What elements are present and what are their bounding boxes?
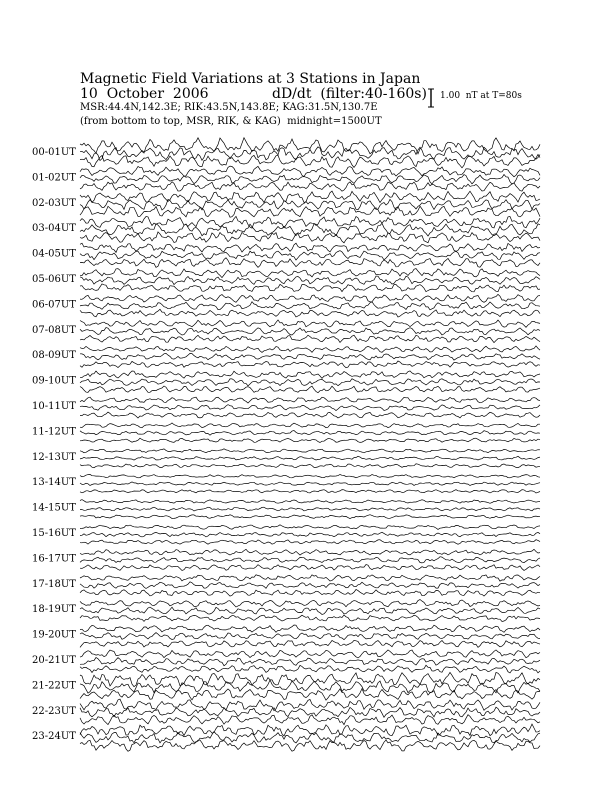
station-trace (80, 438, 540, 442)
station-trace (80, 549, 540, 555)
station-trace (80, 607, 540, 614)
hour-label: 23-24UT (32, 731, 76, 743)
station-trace (80, 320, 540, 327)
station-trace (80, 625, 540, 632)
station-trace (80, 615, 540, 622)
station-trace (80, 515, 540, 519)
station-order-note: (from bottom to top, MSR, RIK, & KAG) midnight=1500UT (80, 116, 382, 127)
hour-label: 01-02UT (32, 172, 76, 184)
hour-label: 05-06UT (32, 274, 76, 285)
station-trace (80, 557, 540, 563)
station-coordinates: MSR:44.4N,142.3E; RIK:43.5N,143.8E; KAG:31.5N,130.7E (80, 102, 378, 113)
station-trace (80, 650, 540, 658)
hour-label: 10-11UT (32, 401, 76, 412)
chart-date: 10 October 2006 (80, 86, 209, 102)
station-trace (80, 269, 540, 278)
station-trace (80, 672, 540, 686)
station-trace (80, 665, 540, 673)
station-trace (80, 456, 540, 460)
station-trace (80, 640, 540, 647)
station-trace (80, 216, 540, 228)
station-trace (80, 449, 540, 453)
station-trace (80, 379, 540, 386)
station-trace (80, 633, 540, 640)
hour-label: 03-04UT (32, 223, 76, 235)
station-trace (80, 328, 540, 336)
station-trace (80, 335, 540, 342)
hour-label: 08-09UT (32, 350, 76, 362)
station-trace (80, 166, 540, 177)
hour-label: 02-03UT (32, 197, 76, 209)
hour-label: 09-10UT (32, 375, 76, 387)
hour-label: 16-17UT (32, 553, 76, 565)
station-trace (80, 258, 540, 268)
hour-label: 17-18UT (32, 578, 76, 590)
chart-subtitle: dD/dt (filter:40-160s) (272, 86, 427, 102)
station-trace (80, 423, 540, 428)
station-trace (80, 309, 540, 317)
station-trace (80, 540, 540, 545)
hour-label: 13-14UT (32, 477, 76, 489)
station-trace (80, 175, 540, 185)
station-trace (80, 284, 540, 292)
station-trace (80, 500, 540, 504)
station-trace (80, 658, 540, 666)
station-trace (80, 353, 540, 360)
station-trace (80, 740, 540, 751)
station-trace (80, 232, 540, 243)
station-trace (80, 431, 540, 436)
station-trace (80, 600, 540, 608)
hour-label: 00-01UT (32, 147, 76, 158)
station-trace (80, 243, 540, 252)
hour-label: 20-21UT (32, 655, 76, 666)
station-trace (80, 582, 540, 589)
scale-bar-label: 1.00 nT at T=80s (440, 91, 522, 101)
hour-label: 15-16UT (32, 528, 76, 539)
hour-label: 19-20UT (32, 629, 76, 641)
station-trace (80, 680, 540, 693)
station-trace (80, 397, 540, 403)
hour-label: 07-08UT (32, 324, 76, 336)
station-trace (80, 251, 540, 260)
station-trace (80, 206, 540, 217)
station-trace (80, 689, 540, 701)
hour-label: 11-12UT (32, 426, 76, 438)
scale-bar (428, 89, 434, 107)
station-trace (80, 724, 540, 736)
station-trace (80, 532, 540, 537)
hour-label: 21-22UT (32, 680, 76, 692)
hour-label: 18-19UT (32, 604, 76, 616)
station-trace (80, 507, 540, 511)
station-trace (80, 191, 540, 202)
hour-label: 06-07UT (32, 299, 76, 311)
station-trace (80, 386, 540, 393)
station-trace (80, 302, 540, 310)
station-trace (80, 405, 540, 411)
station-trace (80, 482, 540, 486)
station-trace (80, 715, 540, 725)
station-trace (80, 474, 540, 477)
station-trace (80, 276, 540, 285)
station-trace (80, 182, 540, 192)
station-trace (80, 138, 540, 154)
station-trace (80, 490, 540, 493)
station-trace (80, 361, 540, 368)
station-trace (80, 590, 540, 597)
station-trace (80, 575, 540, 581)
hour-label: 04-05UT (32, 248, 76, 260)
hour-label: 12-13UT (32, 451, 76, 463)
hour-label: 22-23UT (32, 705, 76, 717)
station-trace (80, 346, 540, 353)
station-trace (80, 565, 540, 571)
station-trace (80, 525, 540, 530)
chart-title: Magnetic Field Variations at 3 Stations in Japan (80, 71, 421, 87)
hour-label: 14-15UT (32, 502, 76, 514)
station-trace (80, 294, 540, 302)
station-trace (80, 371, 540, 378)
station-trace (80, 699, 540, 711)
station-trace (80, 412, 540, 418)
station-trace (80, 464, 540, 468)
